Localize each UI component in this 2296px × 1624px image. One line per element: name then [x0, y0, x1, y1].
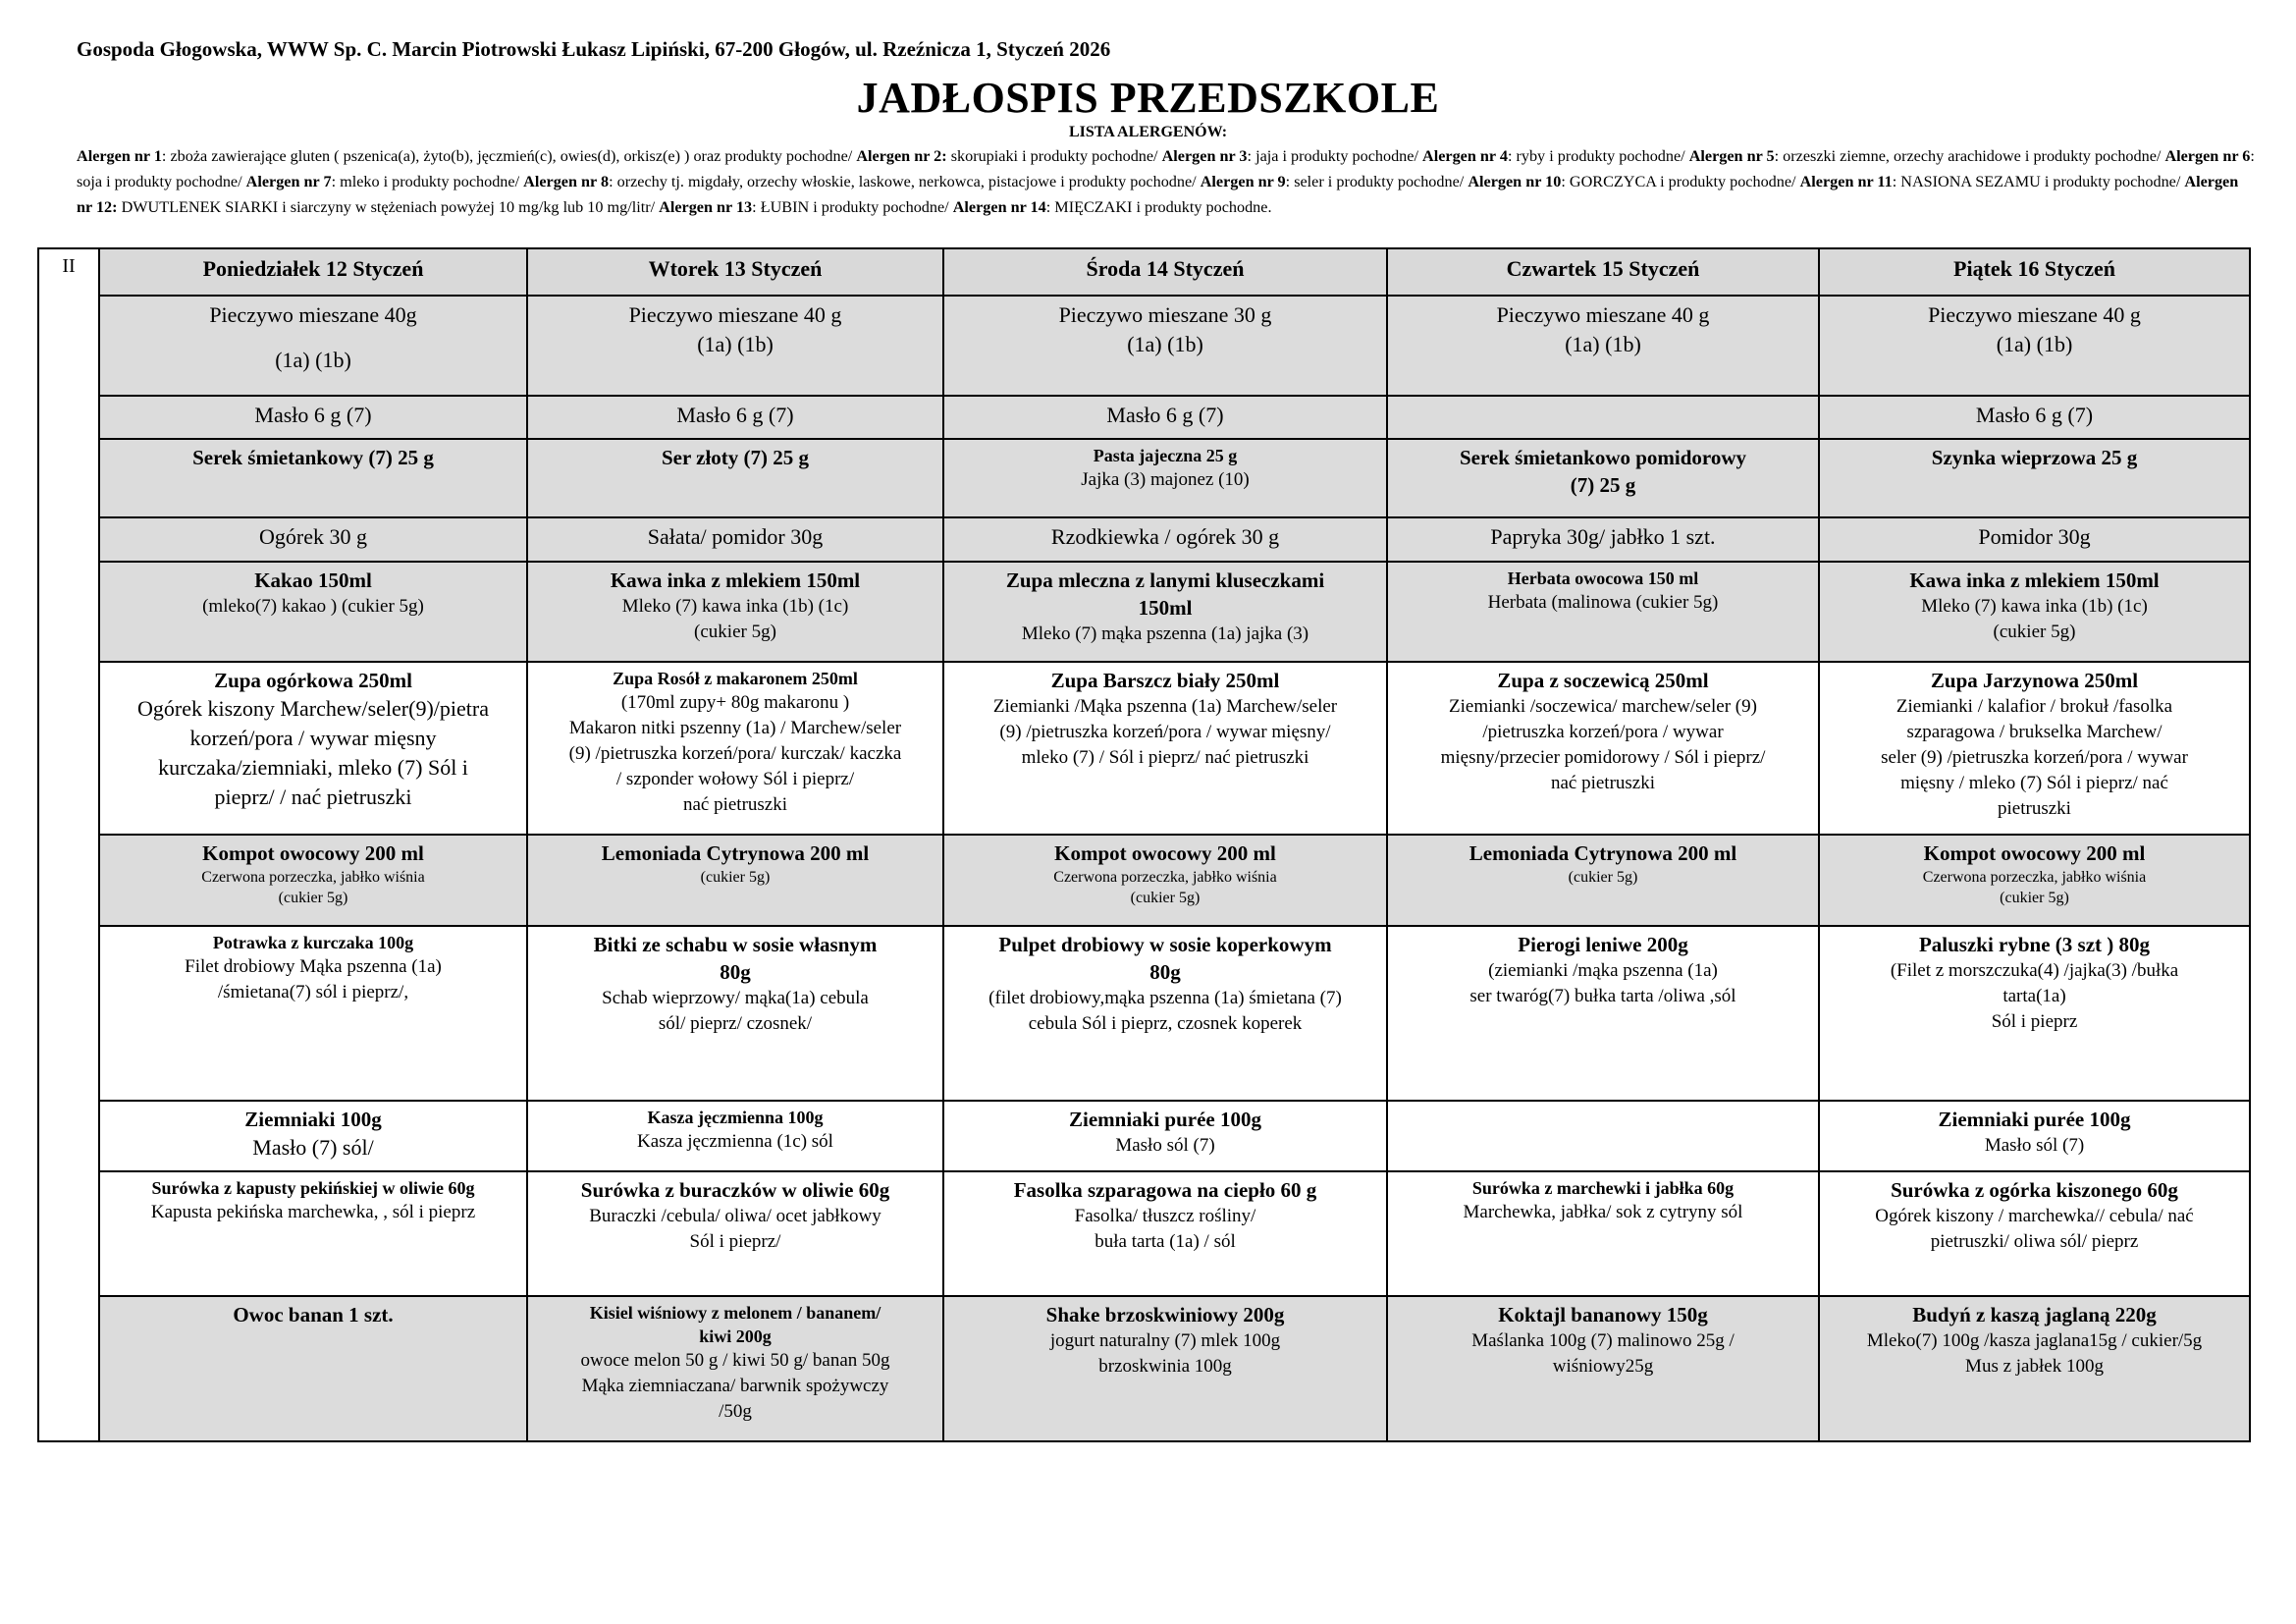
dish-name: Surówka z buraczków w oliwie 60g: [580, 1178, 890, 1202]
menu-table: [37, 247, 2251, 1442]
dish-name: Serek śmietankowy (7) 25 g: [192, 446, 434, 469]
company-header: Gospoda Głogowska, WWW Sp. C. Marcin Piotrowski Łukasz Lipiński, 67-200 Głogów, ul. Rzeźnicza 1, Styczeń 2026: [77, 37, 1111, 61]
dish-text: Pieczywo mieszane 30 g: [1058, 302, 1272, 327]
dish-text: Pieczywo mieszane 40g: [209, 302, 417, 327]
dish-ingredients: mięsny / mleko (7) Sól i pieprz/ nać: [1900, 773, 2168, 793]
dish-name: Herbata owocowa 150 ml: [1507, 568, 1699, 588]
dish-ingredients: Ziemianki /Mąka pszenna (1a) Marchew/seler: [992, 696, 1338, 717]
allergen-text: DWUTLENEK SIARKI i siarczyny w stężeniach powyżej 10 mg/kg lub 10 mg/litr/: [117, 198, 660, 216]
dish-name: 80g: [1149, 960, 1181, 984]
menu-cell: [99, 296, 527, 396]
dish-text: Pomidor 30g: [1978, 524, 2091, 549]
dish-ingredients: pieprz/ / nać pietruszki: [214, 785, 412, 809]
menu-cell: [1819, 1171, 2250, 1296]
allergen-label: Alergen nr 7: [245, 173, 332, 190]
dish-name: Surówka z ogórka kiszonego 60g: [1891, 1178, 2178, 1202]
dish-name: Kompot owocowy 200 ml: [1054, 841, 1276, 865]
allergen-text: : seler i produkty pochodne/: [1285, 173, 1468, 190]
menu-cell: [99, 1101, 527, 1171]
dish-name: Budyń z kaszą jaglaną 220g: [1912, 1303, 2157, 1326]
dish-ingredients: (cukier 5g): [1568, 869, 1638, 886]
dish-ingredients: tarta(1a): [2002, 986, 2066, 1006]
allergen-codes: (1a) (1b): [1996, 332, 2073, 356]
dish-ingredients: ser twaróg(7) bułka tarta /oliwa ,sól: [1469, 986, 1736, 1006]
menu-cell: [1387, 396, 1819, 439]
dish-ingredients: mięsny/przecier pomidorowy / Sól i pieprz/: [1440, 747, 1766, 768]
allergen-label: Alergen nr 10: [1468, 173, 1562, 190]
dish-ingredients: Ogórek kiszony / marchewka// cebula/ nać: [1875, 1206, 2194, 1226]
menu-cell: [1819, 517, 2250, 562]
menu-cell: [943, 662, 1387, 835]
menu-cell: [1819, 662, 2250, 835]
menu-cell: [943, 296, 1387, 396]
menu-cell: [943, 396, 1387, 439]
dish-name: Kawa inka z mlekiem 150ml: [610, 568, 861, 592]
menu-cell: [527, 562, 943, 662]
menu-cell: [1819, 296, 2250, 396]
dish-name: Zupa Barszcz biały 250ml: [1050, 669, 1280, 692]
menu-cell: [1387, 517, 1819, 562]
menu-cell: [527, 1101, 943, 1171]
menu-cell: [943, 1171, 1387, 1296]
dish-ingredients: wiśniowy25g: [1552, 1356, 1654, 1377]
day-header: Środa 14 Styczeń: [943, 248, 1387, 296]
dish-ingredients: /pietruszka korzeń/pora / wywar: [1482, 722, 1724, 742]
menu-cell: [527, 517, 943, 562]
menu-cell: [99, 926, 527, 1101]
dish-ingredients: Mus z jabłek 100g: [1965, 1356, 2104, 1377]
menu-cell: [943, 517, 1387, 562]
dish-ingredients: Sól i pieprz: [1991, 1011, 2078, 1032]
dish-name: Kompot owocowy 200 ml: [1923, 841, 2146, 865]
menu-cell: [943, 1101, 1387, 1171]
dish-name: Ziemniaki purée 100g: [1938, 1108, 2131, 1131]
menu-cell: [527, 1171, 943, 1296]
dish-ingredients: Ziemianki /soczewica/ marchew/seler (9): [1449, 696, 1757, 717]
dish-name: Owoc banan 1 szt.: [233, 1303, 394, 1326]
dish-name: Serek śmietankowo pomidorowy: [1459, 446, 1747, 469]
menu-cell: [1387, 562, 1819, 662]
menu-cell: [99, 517, 527, 562]
dish-ingredients: (9) /pietruszka korzeń/pora/ kurczak/ kaczka: [568, 743, 902, 764]
menu-cell: [1387, 926, 1819, 1101]
dish-name: Zupa mleczna z lanymi kluseczkami: [1005, 568, 1325, 592]
menu-cell: [1387, 1296, 1819, 1441]
dish-ingredients: Buraczki /cebula/ oliwa/ ocet jabłkowy: [589, 1206, 881, 1226]
dish-name: Shake brzoskwiniowy 200g: [1045, 1303, 1285, 1326]
dish-text: Masło 6 g (7): [1106, 403, 1224, 427]
menu-cell: [527, 926, 943, 1101]
allergen-label: Alergen nr 1: [77, 147, 162, 165]
dish-ingredients: Kapusta pekińska marchewka, , sól i pieprz: [150, 1202, 476, 1222]
dish-text: Pieczywo mieszane 40 g: [1496, 302, 1710, 327]
menu-cell: [1819, 562, 2250, 662]
dish-ingredients: Mąka ziemniaczana/ barwnik spożywczy: [581, 1376, 889, 1396]
menu-cell: [99, 835, 527, 926]
dish-ingredients: buła tarta (1a) / sól: [1095, 1231, 1236, 1252]
menu-cell: [1819, 1296, 2250, 1441]
dish-ingredients: (filet drobiowy,mąka pszenna (1a) śmietana (7): [988, 988, 1342, 1008]
day-header: Wtorek 13 Styczeń: [527, 248, 943, 296]
menu-cell: [99, 396, 527, 439]
dish-ingredients: seler (9) /pietruszka korzeń/pora / wywar: [1881, 747, 2188, 768]
dish-ingredients: (ziemianki /mąka pszenna (1a): [1488, 960, 1718, 981]
menu-cell: [1819, 1101, 2250, 1171]
menu-cell: [99, 1296, 527, 1441]
dish-text: Rzodkiewka / ogórek 30 g: [1050, 524, 1280, 549]
allergen-codes: (1a) (1b): [1565, 332, 1641, 356]
allergen-text: : orzechy tj. migdały, orzechy włoskie, laskowe, nerkowca, pistacjowe i produkty pochodne/: [609, 173, 1201, 190]
dish-ingredients: / szponder wołowy Sól i pieprz/: [615, 769, 855, 789]
dish-name: Pierogi leniwe 200g: [1518, 933, 1688, 956]
allergen-text: : MIĘCZAKI i produkty pochodne.: [1045, 198, 1272, 216]
day-header: Poniedziałek 12 Styczeń: [99, 248, 527, 296]
dish-ingredients: owoce melon 50 g / kiwi 50 g/ banan 50g: [580, 1350, 890, 1371]
dish-ingredients: szparagowa / brukselka Marchew/: [1906, 722, 2163, 742]
allergen-label: Alergen nr 11: [1799, 173, 1893, 190]
menu-cell: [527, 835, 943, 926]
dish-ingredients: (cukier 5g): [700, 869, 771, 886]
dish-ingredients: Masło sól (7): [1984, 1135, 2085, 1156]
dish-text: Pieczywo mieszane 40 g: [628, 302, 842, 327]
dish-name: Surówka z kapusty pekińskiej w oliwie 60g: [151, 1178, 475, 1198]
dish-name: Koktajl bananowy 150g: [1498, 1303, 1708, 1326]
dish-name: Kompot owocowy 200 ml: [202, 841, 424, 865]
allergen-label: Alergen nr 6: [2164, 147, 2251, 165]
menu-cell: [1387, 296, 1819, 396]
dish-name: Zupa ogórkowa 250ml: [214, 669, 412, 692]
menu-cell: [99, 662, 527, 835]
dish-ingredients: /śmietana(7) sól i pieprz/,: [217, 982, 409, 1002]
dish-ingredients: (cukier 5g): [694, 622, 776, 642]
allergen-text: : NASIONA SEZAMU i produkty pochodne/: [1892, 173, 2185, 190]
menu-cell: [1387, 1101, 1819, 1171]
menu-cell: [1819, 439, 2250, 517]
dish-name: Lemoniada Cytrynowa 200 ml: [601, 841, 870, 865]
menu-cell: [943, 926, 1387, 1101]
menu-cell: [1819, 835, 2250, 926]
allergen-text: : orzeszki ziemne, orzechy arachidowe i produkty pochodne/: [1774, 147, 2165, 165]
dish-ingredients: Marchewka, jabłka/ sok z cytryny sól: [1463, 1202, 1743, 1222]
dish-ingredients: cebula Sól i pieprz, czosnek koperek: [1028, 1013, 1303, 1034]
dish-ingredients: jogurt naturalny (7) mlek 100g: [1049, 1330, 1281, 1351]
dish-ingredients: (cukier 5g): [1130, 890, 1201, 906]
allergen-label: Alergen nr 12:: [77, 173, 2239, 216]
dish-ingredients: Ogórek kiszony Marchew/seler(9)/pietra: [137, 696, 489, 721]
day-header: Piątek 16 Styczeń: [1819, 248, 2250, 296]
dish-name: Szynka wieprzowa 25 g: [1931, 446, 2138, 469]
allergen-label: Alergen nr 13: [659, 198, 753, 216]
allergen-text: : soja i produkty pochodne/: [77, 147, 2255, 190]
allergen-codes: (1a) (1b): [275, 348, 351, 372]
dish-ingredients: Czerwona porzeczka, jabłko wiśnia: [1053, 869, 1277, 886]
dish-name: Kakao 150ml: [254, 568, 372, 592]
dish-ingredients: Makaron nitki pszenny (1a) / Marchew/seler: [568, 718, 902, 738]
dish-name: (7) 25 g: [1570, 473, 1636, 497]
dish-ingredients: Mleko (7) kawa inka (1b) (1c): [621, 596, 849, 617]
dish-ingredients: Czerwona porzeczka, jabłko wiśnia: [1922, 869, 2147, 886]
dish-ingredients: Mleko(7) 100g /kasza jaglana15g / cukier/5g: [1866, 1330, 2203, 1351]
dish-ingredients: /50g: [719, 1401, 752, 1422]
dish-ingredients: (cukier 5g): [2000, 890, 2069, 906]
allergen-list: [77, 143, 2256, 220]
dish-name: Kasza jęczmienna 100g: [647, 1108, 824, 1127]
dish-ingredients: pietruszki/ oliwa sól/ pieprz: [1930, 1231, 2139, 1252]
dish-name: Pulpet drobiowy w sosie koperkowym: [998, 933, 1332, 956]
dish-text: Pieczywo mieszane 40 g: [1928, 302, 2141, 327]
dish-ingredients: korzeń/pora / wywar mięsny: [189, 726, 437, 750]
dish-ingredients: pietruszki: [1998, 798, 2071, 819]
dish-name: Paluszki rybne (3 szt ) 80g: [1918, 933, 2151, 956]
dish-ingredients: sól/ pieprz/ czosnek/: [658, 1013, 813, 1034]
menu-cell: [943, 1296, 1387, 1441]
dish-ingredients: Herbata (malinowa (cukier 5g): [1487, 592, 1719, 613]
dish-text: Papryka 30g/ jabłko 1 szt.: [1490, 524, 1716, 549]
dish-name: Surówka z marchewki i jabłka 60g: [1471, 1178, 1735, 1198]
dish-name: Ziemniaki purée 100g: [1068, 1108, 1261, 1131]
dish-text: Masło 6 g (7): [254, 403, 372, 427]
dish-ingredients: Sól i pieprz/: [689, 1231, 781, 1252]
page-title: JADŁOSPIS PRZEDSZKOLE: [856, 74, 1440, 122]
menu-cell: [99, 1171, 527, 1296]
menu-cell: [1387, 835, 1819, 926]
menu-cell: [943, 439, 1387, 517]
allergen-label: Alergen nr 2:: [856, 147, 947, 165]
allergen-label: Alergen nr 14: [952, 198, 1046, 216]
allergen-text: : jaja i produkty pochodne/: [1247, 147, 1423, 165]
dish-name: Ziemniaki 100g: [244, 1108, 382, 1131]
dish-ingredients: nać pietruszki: [1550, 773, 1656, 793]
dish-name: Bitki ze schabu w sosie własnym: [593, 933, 878, 956]
dish-name: Kisiel wiśniowy z melonem / bananem/: [589, 1303, 881, 1323]
menu-cell: [1387, 662, 1819, 835]
menu-cell: [1819, 396, 2250, 439]
dish-ingredients: Kasza jęczmienna (1c) sól: [637, 1131, 833, 1152]
allergen-text: skorupiaki i produkty pochodne/: [946, 147, 1162, 165]
allergen-text: : zboża zawierające gluten ( pszenica(a), żyto(b), jęczmień(c), owies(d), orkisz(e) ) oraz produkty pochodne/: [161, 147, 857, 165]
menu-cell: [527, 1296, 943, 1441]
dish-ingredients: Czerwona porzeczka, jabłko wiśnia: [201, 869, 425, 886]
menu-cell: [943, 835, 1387, 926]
allergen-label: Alergen nr 9: [1200, 173, 1286, 190]
day-header: Czwartek 15 Styczeń: [1387, 248, 1819, 296]
dish-text: Ogórek 30 g: [259, 524, 367, 549]
dish-name: Lemoniada Cytrynowa 200 ml: [1468, 841, 1737, 865]
menu-cell: [527, 439, 943, 517]
allergen-label: Alergen nr 5: [1688, 147, 1775, 165]
dish-text: Sałata/ pomidor 30g: [647, 524, 824, 549]
allergen-label: Alergen nr 8: [523, 173, 610, 190]
allergen-text: : ŁUBIN i produkty pochodne/: [752, 198, 953, 216]
dish-ingredients: (170ml zupy+ 80g makaronu ): [620, 692, 850, 713]
dish-ingredients: (cukier 5g): [278, 890, 348, 906]
dish-ingredients: brzoskwinia 100g: [1098, 1356, 1232, 1377]
dish-name: Zupa Jarzynowa 250ml: [1930, 669, 2139, 692]
allergen-text: : GORCZYCA i produkty pochodne/: [1561, 173, 1800, 190]
dish-name: 80g: [720, 960, 751, 984]
dish-name: kiwi 200g: [699, 1326, 772, 1346]
allergen-label: Alergen nr 4: [1422, 147, 1508, 165]
dish-ingredients: (9) /pietruszka korzeń/pora / wywar mięsny/: [999, 722, 1331, 742]
dish-name: Zupa Rosół z makaronem 250ml: [613, 669, 858, 688]
menu-cell: [99, 562, 527, 662]
allergen-list-heading: LISTA ALERGENÓW:: [1068, 124, 1228, 140]
dish-ingredients: Ziemianki / kalafior / brokuł /fasolka: [1896, 696, 2173, 717]
dish-ingredients: Filet drobiowy Mąka pszenna (1a): [185, 956, 442, 977]
dish-name: Kawa inka z mlekiem 150ml: [1909, 568, 2160, 592]
menu-cell: [527, 662, 943, 835]
dish-ingredients: (Filet z morszczuka(4) /jajka(3) /bułka: [1890, 960, 2179, 981]
menu-cell: [1387, 1171, 1819, 1296]
menu-cell: [99, 439, 527, 517]
dish-ingredients: Fasolka/ tłuszcz rośliny/: [1074, 1206, 1256, 1226]
dish-ingredients: Masło sól (7): [1115, 1135, 1215, 1156]
dish-ingredients: Mleko (7) mąka pszenna (1a) jajka (3): [1021, 623, 1309, 644]
week-label: II: [38, 248, 99, 1441]
allergen-text: : mleko i produkty pochodne/: [331, 173, 524, 190]
allergen-label: Alergen nr 3: [1161, 147, 1248, 165]
dish-ingredients: Jajka (3) majonez (10): [1081, 469, 1250, 490]
allergen-codes: (1a) (1b): [697, 332, 774, 356]
dish-ingredients: Maślanka 100g (7) malinowo 25g /: [1471, 1330, 1735, 1351]
dish-ingredients: mleko (7) / Sól i pieprz/ nać pietruszki: [1021, 747, 1309, 768]
menu-cell: [1819, 926, 2250, 1101]
dish-ingredients: (cukier 5g): [1993, 622, 2076, 642]
dish-name: Ser złoty (7) 25 g: [661, 446, 810, 469]
dish-ingredients: Schab wieprzowy/ mąka(1a) cebula: [602, 988, 869, 1008]
allergen-text: : ryby i produkty pochodne/: [1507, 147, 1689, 165]
menu-cell: [527, 396, 943, 439]
allergen-codes: (1a) (1b): [1127, 332, 1203, 356]
dish-name: 150ml: [1138, 596, 1193, 620]
menu-cell: [527, 296, 943, 396]
dish-text: Masło 6 g (7): [1975, 403, 2094, 427]
dish-name: Zupa z soczewicą 250ml: [1497, 669, 1709, 692]
dish-ingredients: Mleko (7) kawa inka (1b) (1c): [1921, 596, 2148, 617]
dish-name: Potrawka z kurczaka 100g: [212, 933, 414, 952]
dish-ingredients: Masło (7) sól/: [252, 1135, 374, 1160]
dish-ingredients: kurczaka/ziemniaki, mleko (7) Sól i: [158, 755, 468, 780]
dish-name: Pasta jajeczna 25 g: [1093, 446, 1238, 465]
menu-cell: [1387, 439, 1819, 517]
dish-ingredients: (mleko(7) kakao ) (cukier 5g): [202, 596, 424, 617]
dish-name: Fasolka szparagowa na ciepło 60 g: [1013, 1178, 1317, 1202]
menu-cell: [943, 562, 1387, 662]
dish-text: Masło 6 g (7): [676, 403, 794, 427]
dish-ingredients: nać pietruszki: [682, 794, 788, 815]
